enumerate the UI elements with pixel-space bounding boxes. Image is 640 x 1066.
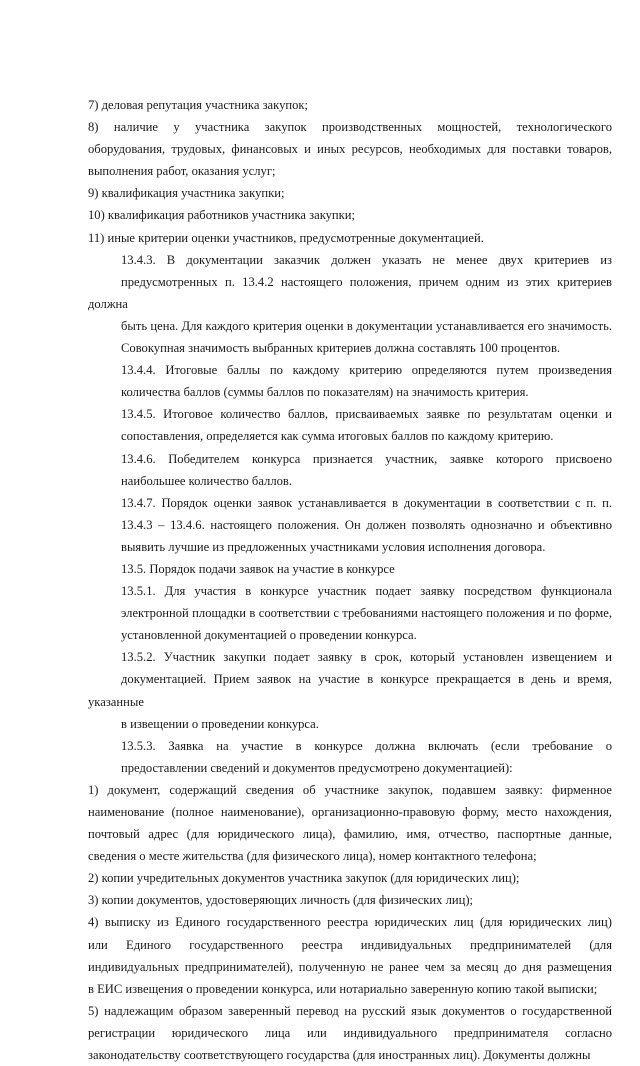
text-line: количества баллов (суммы баллов по показателям) на значимость критерия.	[121, 385, 529, 400]
text-line: 8) наличие у участника закупок производственных мощностей, технологического	[88, 120, 612, 135]
paragraph-l5	[88, 1000, 612, 1066]
text-line: 13.4.3. В документации заказчик должен указать не менее двух критериев из	[121, 252, 612, 267]
paragraph-s1353	[88, 735, 612, 779]
paragraph-s1352	[88, 646, 612, 734]
text-line: быть цена. Для каждого критерия оценки в документации устанавливается его значимость.	[121, 318, 612, 333]
text-line: 2) копии учредительных документов участника закупок (для юридических лиц);	[88, 871, 520, 886]
text-line: 11) иные критерии оценки участников, предусмотренные документацией.	[88, 230, 484, 245]
text-line: 13.5.2. Участник закупки подает заявку в срок, который установлен извещением и	[121, 650, 612, 665]
paragraph-l2	[88, 867, 612, 889]
text-line: наименование (полное наименование), организационно-правовую форму, место нахождения,	[88, 805, 612, 819]
text-line: выполнения работ, оказания услуг;	[88, 164, 276, 179]
text-line: предусмотренных п. 13.4.2 настоящего положения, причем одним из этих критериев должна	[88, 274, 612, 311]
text-line: 10) квалификация работников участника закупки;	[88, 208, 356, 223]
paragraph-s1351	[88, 580, 612, 646]
paragraph-p10	[88, 204, 612, 226]
text-line: 9) квалификация участника закупки;	[88, 186, 285, 201]
text-line: 4) выписку из Единого государственного реестра юридических лиц (для юридических лиц)	[88, 915, 612, 930]
paragraph-s1347	[88, 492, 612, 558]
text-line: предоставлении сведений и документов предусмотрено документацией):	[121, 760, 513, 775]
text-line: в извещении о проведении конкурса.	[121, 716, 319, 731]
text-line: или Единого государственного реестра индивидуальных предпринимателей (для	[88, 937, 612, 952]
text-line: документацией. Прием заявок на участие в конкурсе прекращается в день и время, указанные	[88, 672, 612, 709]
paragraph-p9	[88, 182, 612, 204]
paragraph-s1343	[88, 249, 612, 359]
paragraph-s1344	[88, 359, 612, 403]
text-line: 7) деловая репутация участника закупок;	[88, 98, 309, 112]
text-line: регистрации юридического лица или индивидуального предпринимателя согласно	[88, 1025, 612, 1040]
text-line: индивидуальных предпринимателей), полученную не ранее чем за месяц до дня размещения	[88, 959, 612, 974]
text-line: 3) копии документов, удостоверяющих личность (для физических лиц);	[88, 893, 474, 908]
text-line: оборудования, трудовых, финансовых и иных ресурсов, необходимых для поставки товаров,	[88, 142, 612, 157]
text-line: сведения о месте жительства (для физического лица), номер контактного телефона;	[88, 849, 537, 864]
text-line: наибольшее количество баллов.	[121, 473, 292, 488]
text-line: почтовый адрес (для юридического лица), фамилию, имя, отчество, паспортные данные,	[88, 827, 612, 842]
paragraph-l1	[88, 779, 612, 867]
text-line: 13.4.5. Итоговое количество баллов, присваиваемых заявке по результатам оценки и	[121, 407, 612, 422]
paragraph-s1346	[88, 448, 612, 492]
text-line: в ЕИС извещения о проведении конкурса, или нотариально заверенную копию такой выписки;	[88, 981, 598, 996]
text-line: сопоставления, определяется как сумма итоговых баллов по каждому критерию.	[121, 429, 554, 444]
text-line: Совокупная значимость выбранных критериев должна составлять 100 процентов.	[121, 341, 561, 356]
text-line: 13.4.7. Порядок оценки заявок устанавливается в документации в соответствии с п. п.	[121, 495, 612, 510]
text-line: 13.4.3 – 13.4.6. настоящего положения. Он должен позволять однозначно и объективно	[121, 517, 612, 532]
text-line: установленной документацией о проведении конкурса.	[121, 628, 417, 643]
text-line: 13.5.3. Заявка на участие в конкурсе должна включать (если требование о	[121, 738, 612, 753]
paragraph-p7	[88, 94, 612, 116]
text-line: 13.4.6. Победителем конкурса признается участник, заявке которого присвоено	[121, 451, 612, 466]
paragraph-s1345	[88, 403, 612, 447]
text-line: 13.5. Порядок подачи заявок на участие в конкурсе	[121, 561, 395, 576]
text-line: электронной площадки в соответствии с требованиями настоящего положения и по форме,	[121, 606, 612, 621]
paragraph-l4	[88, 911, 612, 999]
text-line: 13.5.1. Для участия в конкурсе участник подает заявку посредством функционала	[121, 584, 612, 599]
paragraph-s135	[88, 558, 612, 580]
text-line: 1) документ, содержащий сведения об участнике закупок, подавшем заявку: фирменное	[88, 782, 612, 797]
text-line: выявить лучшие из предложенных участниками условия исполнения договора.	[121, 539, 546, 554]
text-line: 13.4.4. Итоговые баллы по каждому критерию определяются путем произведения	[121, 363, 612, 378]
paragraph-p8	[88, 116, 612, 182]
text-line: 5) надлежащим образом заверенный перевод на русский язык документов о государственной	[88, 1003, 612, 1018]
text-line: законодательству соответствующего государства (для иностранных лиц). Документы должны	[88, 1048, 591, 1063]
paragraph-l3	[88, 889, 612, 911]
paragraph-p11	[88, 227, 612, 249]
